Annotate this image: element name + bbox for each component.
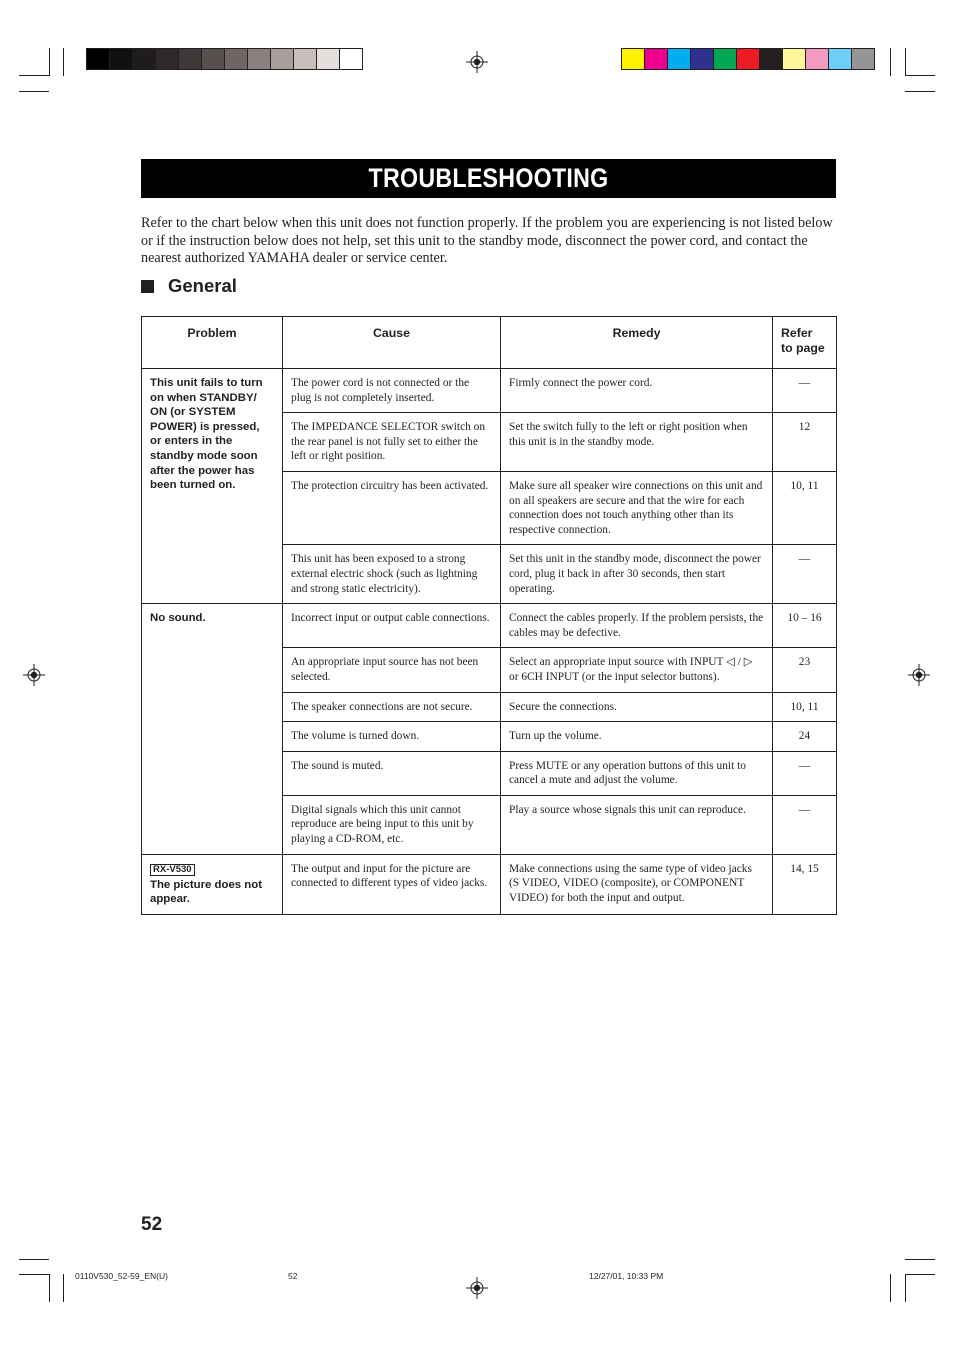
cause-cell: Incorrect input or output cable connections. [283,604,501,648]
page-number: 52 [141,1214,163,1235]
column-header-problem: Problem [142,317,283,369]
cause-cell: Digital signals which this unit cannot reproduce are being input to this unit by playing a CD-ROM, etc. [283,795,501,854]
color-patch [133,49,156,69]
table-header-row [142,317,837,369]
table-row [142,604,837,648]
crop-mark [63,1274,64,1302]
registration-mark-icon [466,1277,488,1299]
cause-cell: The protection circuitry has been activated. [283,471,501,544]
color-patch [202,49,225,69]
table-row [142,369,837,413]
problem-cell [142,854,283,914]
color-patch [248,49,271,69]
color-patch [317,49,340,69]
remedy-cell: Set the switch fully to the left or right position when this unit is in the standby mode. [501,413,773,472]
footer-page: 52 [288,1271,298,1281]
crop-mark [19,1259,49,1260]
remedy-cell: Play a source whose signals this unit can reproduce. [501,795,773,854]
color-patch [714,49,737,69]
color-patch [340,49,362,69]
page-ref-cell: 12 [773,413,837,472]
color-patch [225,49,248,69]
registration-mark-icon [23,664,45,686]
footer-file: 0110V530_52-59_EN(U) [75,1271,168,1281]
footer-timestamp: 12/27/01, 10:33 PM [589,1271,664,1281]
section-heading [141,275,237,297]
page-ref-cell: — [773,369,837,413]
remedy-cell: Make connections using the same type of video jacks (S VIDEO, VIDEO (composite), or COMPONENT VIDEO) for both the input and output. [501,854,773,914]
model-tag: RX-V530 [150,864,195,876]
table-row [142,854,837,914]
color-patch [783,49,806,69]
remedy-cell: Connect the cables properly. If the problem persists, the cables may be defective. [501,604,773,648]
page-ref-cell: — [773,751,837,795]
page-ref-cell: 23 [773,648,837,692]
color-patch [294,49,317,69]
crop-mark [890,48,891,76]
color-patch [668,49,691,69]
page-ref-cell: — [773,545,837,604]
page-ref-cell: 24 [773,722,837,752]
color-patch [110,49,133,69]
cause-cell: This unit has been exposed to a strong external electric shock (such as lightning and strong static electricity). [283,545,501,604]
problem-cell: This unit fails to turn on when STANDBY/ ON (or SYSTEM POWER) is pressed, or enters in the standby mode soon after the power has been turned on. [142,369,283,604]
color-patch [760,49,783,69]
cause-cell: The power cord is not connected or the plug is not completely inserted. [283,369,501,413]
column-header-remedy: Remedy [501,317,773,369]
crop-mark [49,1274,50,1302]
cause-cell: The IMPEDANCE SELECTOR switch on the rear panel is not fully set to either the left or right position. [283,413,501,472]
color-patch [829,49,852,69]
crop-mark [19,1274,49,1275]
crop-mark [63,48,64,76]
problem-text: The picture does not appear. [150,878,263,906]
page-ref-cell: — [773,795,837,854]
cause-cell: The speaker connections are not secure. [283,692,501,722]
color-patch [87,49,110,69]
crop-mark [905,1259,935,1260]
color-patch [691,49,714,69]
page-ref-cell: 10, 11 [773,471,837,544]
cause-cell: An appropriate input source has not been selected. [283,648,501,692]
cause-cell: The volume is turned down. [283,722,501,752]
square-bullet-icon [141,280,154,293]
page-ref-cell: 14, 15 [773,854,837,914]
crop-mark [49,48,50,76]
remedy-cell: Select an appropriate input source with INPUT ◁ / ▷ or 6CH INPUT (or the input selector buttons). [501,648,773,692]
page-title: TROUBLESHOOTING [368,163,609,193]
registration-mark-icon [466,51,488,73]
color-patch [737,49,760,69]
crop-mark [19,75,49,76]
title-bar [141,159,836,198]
crop-mark [905,91,935,92]
color-patch [622,49,645,69]
crop-mark [905,48,906,76]
cause-cell: The sound is muted. [283,751,501,795]
gray-color-bar [86,48,363,70]
color-patch [156,49,179,69]
color-patch [271,49,294,69]
troubleshooting-table [141,316,837,915]
color-patch [806,49,829,69]
column-header-cause: Cause [283,317,501,369]
crop-mark [905,1274,935,1275]
section-title: General [168,275,237,296]
remedy-cell: Make sure all speaker wire connections on this unit and on all speakers are secure and that the wire for each connection does not touch anything other than its respective connection. [501,471,773,544]
column-header-refer: Refer to page [773,317,837,369]
intro-paragraph: Refer to the chart below when this unit does not function properly. If the problem you are experiencing is not listed below or if the instruction below does not help, set this unit to the standby mode, disconnect the power cord, and contact the nearest authorized YAMAHA dealer or service center. [141,215,833,266]
remedy-cell: Secure the connections. [501,692,773,722]
color-patch [852,49,874,69]
crop-mark [890,1274,891,1302]
crop-mark [905,1274,906,1302]
remedy-cell: Turn up the volume. [501,722,773,752]
cause-cell: The output and input for the picture are connected to different types of video jacks. [283,854,501,914]
page-ref-cell: 10 – 16 [773,604,837,648]
color-patch [179,49,202,69]
crop-mark [19,91,49,92]
crop-mark [905,75,935,76]
remedy-cell: Press MUTE or any operation buttons of this unit to cancel a mute and adjust the volume. [501,751,773,795]
page-ref-cell: 10, 11 [773,692,837,722]
remedy-cell: Firmly connect the power cord. [501,369,773,413]
remedy-cell: Set this unit in the standby mode, disconnect the power cord, plug it back in after 30 seconds, then start operating. [501,545,773,604]
problem-cell: No sound. [142,604,283,855]
registration-mark-icon [908,664,930,686]
cmyk-color-bar [621,48,875,70]
color-patch [645,49,668,69]
